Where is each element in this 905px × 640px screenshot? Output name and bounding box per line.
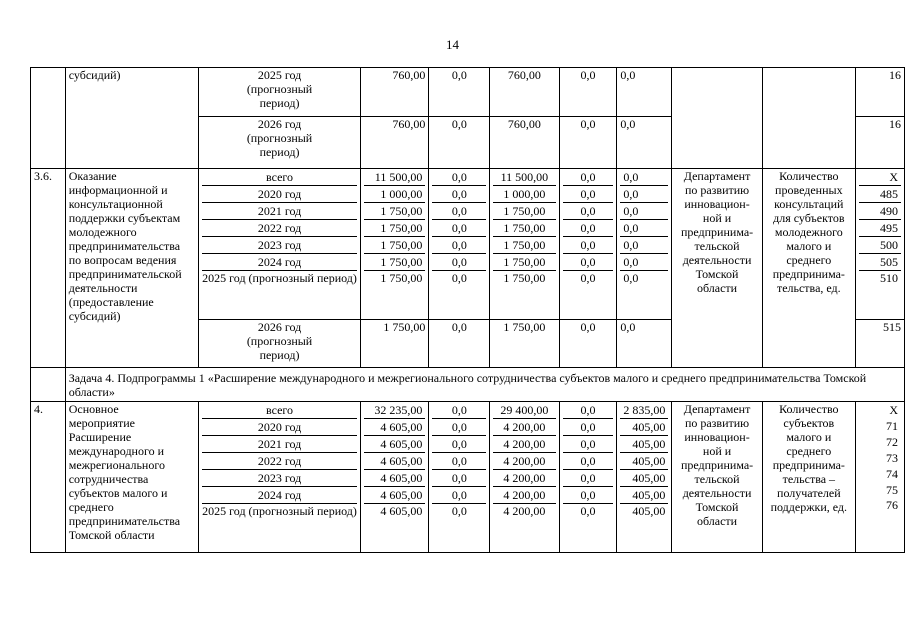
local-cell: 0,0	[563, 185, 614, 202]
row-number	[31, 368, 66, 402]
extrabudget-cell: 0,0	[620, 185, 668, 202]
local-cell: 0,0	[559, 117, 617, 169]
row-number: 4.	[31, 402, 66, 553]
indicator-value-cell: 500	[859, 236, 901, 253]
regional-column	[490, 169, 559, 320]
local-cell: 0,0	[563, 469, 614, 486]
period-cell: 2025 год (прогнозный период)	[202, 270, 357, 319]
total-cell: 4 605,00	[364, 503, 425, 552]
local-cell: 0,0	[563, 503, 614, 552]
total-cell: 4 605,00	[364, 469, 425, 486]
indicator-value-cell: Х	[889, 403, 898, 417]
executor-cell: Департамент по развитию инновацион- ной и предпринима- тельской деятельности Томской области	[672, 402, 762, 553]
period-cell: 2021 год	[202, 435, 357, 452]
local-cell: 0,0	[563, 418, 614, 435]
extrabudget-cell: 405,00	[620, 469, 668, 486]
extrabudget-cell: 0,0	[617, 117, 672, 169]
indicator-value-cell: 505	[859, 253, 901, 270]
table-row	[31, 68, 905, 117]
regional-cell: 4 200,00	[493, 418, 555, 435]
total-cell: 32 235,00	[374, 403, 423, 417]
local-cell: 0,0	[563, 236, 614, 253]
executor-cell: Департамент по развитию инновацион- ной и предпринима- тельской деятельности Томской области	[672, 169, 762, 368]
total-cell: 1 750,00	[364, 253, 425, 270]
extrabudget-cell: 405,00	[620, 486, 668, 503]
extrabudget-column	[617, 402, 672, 553]
indicator-value-cell: 74	[886, 467, 898, 481]
indicator-value-cell: 495	[859, 219, 901, 236]
indicator-value-cell: 75	[886, 483, 898, 497]
total-cell: 1 750,00	[364, 236, 425, 253]
total-cell: 4 605,00	[364, 435, 425, 452]
total-cell: 4 605,00	[364, 452, 425, 469]
total-cell: 4 605,00	[364, 418, 425, 435]
page-number: 14	[446, 37, 459, 52]
regional-cell: 760,00	[490, 68, 559, 117]
period-cell: всего	[266, 403, 294, 417]
local-cell: 0,0	[563, 486, 614, 503]
local-cell: 0,0	[559, 320, 617, 368]
federal-cell: 0,0	[432, 452, 486, 469]
indicator-value-cell: 73	[886, 451, 898, 465]
extrabudget-cell: 0,0	[620, 253, 668, 270]
federal-cell: 0,0	[432, 503, 486, 552]
regional-cell: 1 750,00	[493, 202, 555, 219]
period-cell: 2026 год (прогнозный период)	[199, 320, 361, 368]
extrabudget-cell: 405,00	[620, 435, 668, 452]
total-cell: 760,00	[360, 68, 428, 117]
local-cell: 0,0	[580, 170, 596, 184]
period-column	[199, 402, 361, 553]
row-number	[31, 68, 66, 169]
extrabudget-cell: 0,0	[620, 270, 668, 319]
period-cell: 2023 год	[202, 469, 357, 486]
total-cell: 1 750,00	[360, 320, 428, 368]
regional-cell: 4 200,00	[493, 503, 555, 552]
activity-name: Основное мероприятие Расширение международного и межрегионального сотрудничества субъектов малого и среднего предпринимательства Томской области	[65, 402, 198, 553]
extrabudget-cell: 0,0	[617, 68, 672, 117]
table-row	[31, 169, 905, 320]
indicator-value-column	[855, 169, 904, 320]
federal-cell: 0,0	[429, 117, 490, 169]
federal-cell: 0,0	[432, 202, 486, 219]
regional-cell: 4 200,00	[493, 469, 555, 486]
extrabudget-cell: 0,0	[617, 320, 672, 368]
total-cell: 4 605,00	[364, 486, 425, 503]
regional-cell: 1 750,00	[493, 270, 555, 319]
indicator-value-cell: 76	[886, 498, 898, 512]
local-cell: 0,0	[559, 68, 617, 117]
regional-cell: 1 750,00	[493, 236, 555, 253]
period-cell: 2023 год	[202, 236, 357, 253]
indicator-value-column	[855, 402, 904, 553]
period-cell: 2020 год	[202, 185, 357, 202]
federal-cell: 0,0	[432, 253, 486, 270]
period-column	[199, 169, 361, 320]
total-cell: 11 500,00	[374, 170, 423, 184]
local-column	[559, 402, 617, 553]
row-number: 3.6.	[31, 169, 66, 368]
indicator-value-cell: 485	[859, 185, 901, 202]
regional-cell: 11 500,00	[500, 170, 549, 184]
indicator-name-cell: Количество проведенных консультаций для субъектов молодежного малого и среднего предпринима- тельства, ед.	[762, 169, 855, 368]
period-cell: 2025 год (прогнозный период)	[202, 503, 357, 552]
total-cell: 1 750,00	[364, 219, 425, 236]
period-cell: 2021 год	[202, 202, 357, 219]
federal-column	[429, 402, 490, 553]
federal-cell: 0,0	[429, 68, 490, 117]
total-cell: 1 000,00	[364, 185, 425, 202]
local-cell: 0,0	[563, 270, 614, 319]
period-cell: 2024 год	[202, 253, 357, 270]
period-cell: 2020 год	[202, 418, 357, 435]
extrabudget-cell: 405,00	[620, 452, 668, 469]
federal-cell: 0,0	[432, 435, 486, 452]
extrabudget-cell: 405,00	[620, 418, 668, 435]
local-cell: 0,0	[563, 452, 614, 469]
federal-cell: 0,0	[432, 418, 486, 435]
executor-cell	[672, 68, 762, 169]
period-cell: 2026 год (прогнозный период)	[199, 117, 361, 169]
period-cell: 2025 год (прогнозный период)	[199, 68, 361, 117]
extrabudget-cell: 2 835,00	[623, 403, 666, 417]
total-cell: 1 750,00	[364, 202, 425, 219]
total-cell: 760,00	[360, 117, 428, 169]
federal-cell: 0,0	[432, 185, 486, 202]
task-heading: Задача 4. Подпрограммы 1 «Расширение международного и межрегионального сотрудничества субъектов малого и среднего предпринимательства Томской области»	[65, 368, 904, 402]
table-row	[31, 368, 905, 402]
indicator-value-cell: 71	[886, 419, 898, 433]
extrabudget-cell: 0,0	[620, 219, 668, 236]
total-cell: 1 750,00	[364, 270, 425, 319]
local-cell: 0,0	[563, 435, 614, 452]
total-column	[360, 402, 428, 553]
regional-cell: 4 200,00	[493, 435, 555, 452]
regional-cell: 1 750,00	[490, 320, 559, 368]
indicator-name-cell	[762, 68, 855, 169]
regional-cell: 760,00	[490, 117, 559, 169]
federal-cell: 0,0	[432, 270, 486, 319]
indicator-value-cell: 16	[855, 117, 904, 169]
regional-column	[490, 402, 559, 553]
regional-cell: 1 750,00	[493, 253, 555, 270]
total-column	[360, 169, 428, 320]
period-cell: 2022 год	[202, 219, 357, 236]
indicator-value-cell: 490	[859, 202, 901, 219]
federal-cell: 0,0	[432, 219, 486, 236]
federal-cell: 0,0	[432, 486, 486, 503]
indicator-value-cell: 515	[855, 320, 904, 368]
regional-cell: 1 000,00	[493, 185, 555, 202]
local-cell: 0,0	[563, 202, 614, 219]
indicator-name-cell: Количество субъектов малого и среднего предпринима- тельства – получателей поддержки, ед.	[762, 402, 855, 553]
federal-cell: 0,0	[432, 469, 486, 486]
local-cell: 0,0	[580, 403, 596, 417]
federal-cell: 0,0	[451, 403, 467, 417]
federal-column	[429, 169, 490, 320]
table-row	[31, 402, 905, 553]
period-cell: 2024 год	[202, 486, 357, 503]
local-column	[559, 169, 617, 320]
regional-cell: 4 200,00	[493, 486, 555, 503]
indicator-value-cell: 510	[859, 270, 901, 319]
indicator-value-cell: Х	[889, 170, 898, 184]
extrabudget-cell: 0,0	[620, 202, 668, 219]
period-cell: 2022 год	[202, 452, 357, 469]
extrabudget-cell: 0,0	[620, 236, 668, 253]
regional-cell: 1 750,00	[493, 219, 555, 236]
regional-cell: 29 400,00	[500, 403, 549, 417]
extrabudget-cell: 405,00	[620, 503, 668, 552]
extrabudget-column	[617, 169, 672, 320]
indicator-value-cell: 72	[886, 435, 898, 449]
regional-cell: 4 200,00	[493, 452, 555, 469]
program-table	[30, 67, 905, 553]
indicator-value-cell: 16	[855, 68, 904, 117]
period-cell: всего	[266, 170, 294, 184]
local-cell: 0,0	[563, 219, 614, 236]
extrabudget-cell: 0,0	[623, 170, 639, 184]
federal-cell: 0,0	[451, 170, 467, 184]
activity-name: Оказание информационной и консультационной поддержки субъектам молодежного предпринимательства по вопросам ведения предпринимательской деятельности (предоставление субсидий)	[65, 169, 198, 368]
local-cell: 0,0	[563, 253, 614, 270]
activity-name: субсидий)	[65, 68, 198, 169]
federal-cell: 0,0	[429, 320, 490, 368]
federal-cell: 0,0	[432, 236, 486, 253]
